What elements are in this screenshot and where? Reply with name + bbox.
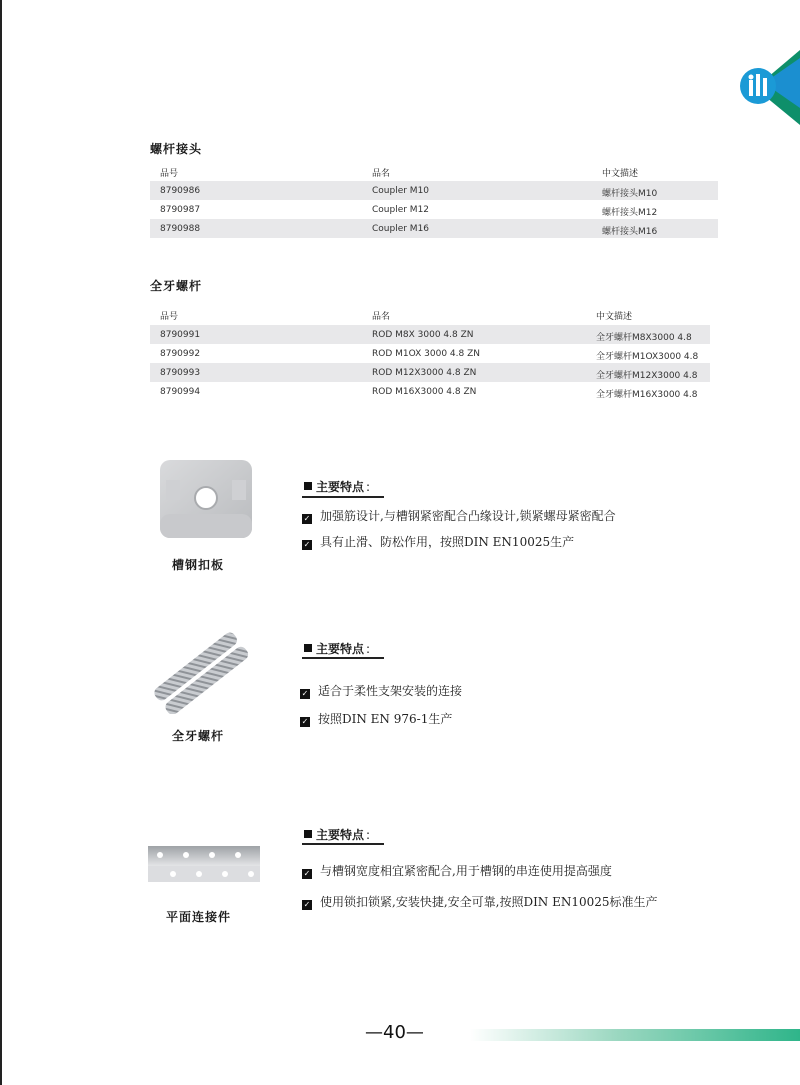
table-header — [150, 162, 718, 181]
feature-text: 加强筋设计,与槽钢紧密配合凸缘设计,锁紧螺母紧密配合 — [320, 509, 616, 523]
cell-desc: 全牙螺杆M1OX3000 4.8 — [596, 352, 699, 362]
cell-desc: 全牙螺杆M16X3000 4.8 — [596, 390, 698, 400]
cell-code: 8790988 — [160, 224, 201, 234]
feature-text: 使用锁扣锁紧,安装快捷,安全可靠,按照DIN EN10025标准生产 — [320, 895, 658, 909]
cell-code: 8790987 — [160, 205, 201, 215]
features-underline — [302, 657, 384, 659]
channel-plate-image — [158, 458, 254, 540]
cell-desc: 螺杆接头M16 — [602, 227, 658, 237]
square-bullet-icon — [304, 644, 312, 652]
features-title-text: 主要特点 — [316, 828, 365, 842]
cell-desc: 全牙螺杆M12X3000 4.8 — [596, 371, 698, 381]
checkbox-icon: ✓ — [303, 869, 311, 878]
product-name: 平面连接件 — [166, 910, 232, 924]
table-row — [150, 325, 710, 344]
table-header — [150, 305, 710, 325]
cell-code: 8790986 — [160, 186, 201, 196]
header-desc: 中文描述 — [596, 312, 633, 322]
cell-code: 8790992 — [160, 349, 201, 359]
square-bullet-icon — [304, 830, 312, 838]
features-title-colon: : — [366, 828, 371, 842]
section-title-rod: 全牙螺杆 — [150, 279, 203, 293]
page-number: —40— — [365, 1022, 424, 1043]
section-title-coupler: 螺杆接头 — [150, 142, 203, 156]
cell-desc: 螺杆接头M10 — [602, 189, 658, 199]
features-title-text: 主要特点 — [316, 480, 365, 494]
cell-name: Coupler M16 — [372, 224, 430, 234]
table-row — [150, 363, 710, 382]
cell-desc: 螺杆接头M12 — [602, 208, 658, 218]
header-name: 品名 — [372, 169, 391, 179]
checkbox-icon: ✓ — [301, 717, 309, 726]
features-title-colon: : — [366, 642, 371, 656]
rod-table — [150, 305, 710, 401]
table-row — [150, 200, 718, 219]
cell-name: ROD M12X3000 4.8 ZN — [372, 368, 477, 378]
cell-name: ROD M16X3000 4.8 ZN — [372, 387, 477, 397]
feature-text: 具有止滑、防松作用，按照DIN EN10025生产 — [320, 535, 575, 549]
table-row — [150, 344, 710, 363]
feature-text: 按照DIN EN 976-1生产 — [318, 712, 453, 726]
table-row — [150, 382, 710, 401]
product-name: 全牙螺杆 — [172, 729, 225, 743]
cell-name: ROD M8X 3000 4.8 ZN — [372, 330, 474, 340]
table-row — [150, 181, 718, 200]
header-desc: 中文描述 — [602, 169, 639, 179]
features-underline — [302, 843, 384, 845]
company-logo — [720, 50, 800, 125]
features-title — [304, 826, 370, 843]
cell-name: Coupler M10 — [372, 186, 430, 196]
features-title-colon: : — [366, 480, 371, 494]
cell-name: Coupler M12 — [372, 205, 430, 215]
feature-item — [300, 710, 452, 727]
feature-item — [302, 507, 616, 524]
table-row — [150, 219, 718, 238]
coupler-table — [150, 162, 718, 238]
checkbox-icon: ✓ — [301, 689, 309, 698]
page-border — [0, 0, 2, 1085]
feature-item — [302, 893, 658, 910]
cell-code: 8790991 — [160, 330, 201, 340]
product-name: 槽钢扣板 — [172, 558, 225, 572]
feature-text: 适合于柔性支架安装的连接 — [318, 684, 463, 698]
cell-code: 8790994 — [160, 387, 201, 397]
features-title — [304, 640, 370, 657]
checkbox-icon: ✓ — [303, 540, 311, 549]
feature-item — [300, 682, 462, 699]
features-underline — [302, 496, 384, 498]
flat-connector-image — [146, 842, 262, 886]
square-bullet-icon — [304, 482, 312, 490]
features-title — [304, 478, 370, 495]
features-title-text: 主要特点 — [316, 642, 365, 656]
cell-code: 8790993 — [160, 368, 201, 378]
header-name: 品名 — [372, 312, 391, 322]
threaded-rod-image — [148, 630, 252, 714]
header-code: 品号 — [160, 169, 179, 179]
feature-text: 与槽钢宽度相宜紧密配合,用于槽钢的串连使用提高强度 — [320, 864, 612, 878]
footer-gradient-bar — [470, 1029, 800, 1041]
feature-item — [302, 862, 612, 879]
feature-item — [302, 533, 574, 550]
header-code: 品号 — [160, 312, 179, 322]
checkbox-icon: ✓ — [303, 514, 311, 523]
cell-desc: 全牙螺杆M8X3000 4.8 — [596, 333, 692, 343]
checkbox-icon: ✓ — [303, 900, 311, 909]
cell-name: ROD M1OX 3000 4.8 ZN — [372, 349, 480, 359]
